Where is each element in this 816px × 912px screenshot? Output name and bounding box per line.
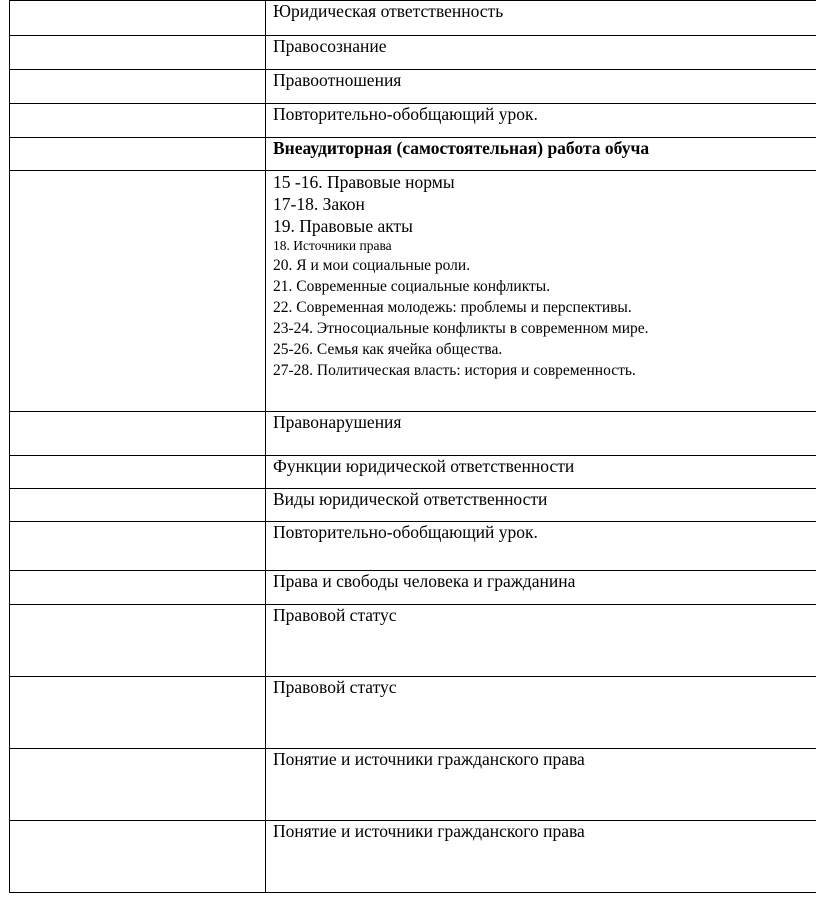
list-item: 15 -16. Правовые нормы [273, 172, 455, 192]
number-cell [10, 821, 266, 893]
topic-cell: Повторительно-обобщающий урок. [266, 522, 816, 571]
table-row [10, 104, 816, 138]
independent-work-row [10, 171, 816, 412]
table-row [10, 70, 816, 104]
list-item: 22. Современная молодежь: проблемы и перспективы. [273, 299, 632, 316]
number-cell [10, 138, 266, 171]
lesson-plan-table [9, 0, 816, 893]
number-cell [10, 605, 266, 677]
table-row [10, 412, 816, 456]
list-item: 25-26. Семья как ячейка общества. [273, 341, 503, 358]
topic-cell: Правовой статус [266, 605, 816, 677]
list-item: 17-18. Закон [273, 194, 365, 214]
section-heading: Внеаудиторная (самостоятельная) работа обуча [266, 138, 816, 171]
table-row [10, 605, 816, 677]
number-cell [10, 171, 266, 412]
number-cell [10, 104, 266, 138]
list-item: 19. Правовые акты [273, 216, 413, 236]
section-heading-row [10, 138, 816, 171]
table-row [10, 821, 816, 893]
number-cell [10, 456, 266, 489]
topic-cell: Понятие и источники гражданского права [266, 749, 816, 821]
number-cell [10, 1, 266, 36]
number-cell [10, 749, 266, 821]
list-item: 18. Источники права [273, 238, 392, 253]
list-item: 27-28. Политическая власть: история и современность. [273, 362, 636, 379]
topic-cell: Правонарушения [266, 412, 816, 456]
list-item: 21. Современные социальные конфликты. [273, 278, 551, 295]
number-cell [10, 36, 266, 70]
topic-cell: Правовой статус [266, 677, 816, 749]
table-row [10, 1, 816, 36]
table-row [10, 571, 816, 605]
independent-work-list [273, 171, 816, 381]
table-row [10, 489, 816, 522]
number-cell [10, 412, 266, 456]
table-row [10, 522, 816, 571]
number-cell [10, 522, 266, 571]
independent-work-cell [266, 171, 816, 412]
topic-cell: Права и свободы человека и гражданина [266, 571, 816, 605]
table-row [10, 749, 816, 821]
topic-cell: Виды юридической ответственности [266, 489, 816, 522]
number-cell [10, 489, 266, 522]
topic-cell: Функции юридической ответственности [266, 456, 816, 489]
topic-cell: Повторительно-обобщающий урок. [266, 104, 816, 138]
number-cell [10, 70, 266, 104]
topic-cell: Правоотношения [266, 70, 816, 104]
table-row [10, 456, 816, 489]
table-row [10, 36, 816, 70]
list-item: 20. Я и мои социальные роли. [273, 257, 471, 274]
number-cell [10, 677, 266, 749]
table-row [10, 677, 816, 749]
list-item: 23-24. Этносоциальные конфликты в современном мире. [273, 320, 649, 337]
topic-cell: Юридическая ответственность [266, 1, 816, 36]
topic-cell: Понятие и источники гражданского права [266, 821, 816, 893]
topic-cell: Правосознание [266, 36, 816, 70]
number-cell [10, 571, 266, 605]
